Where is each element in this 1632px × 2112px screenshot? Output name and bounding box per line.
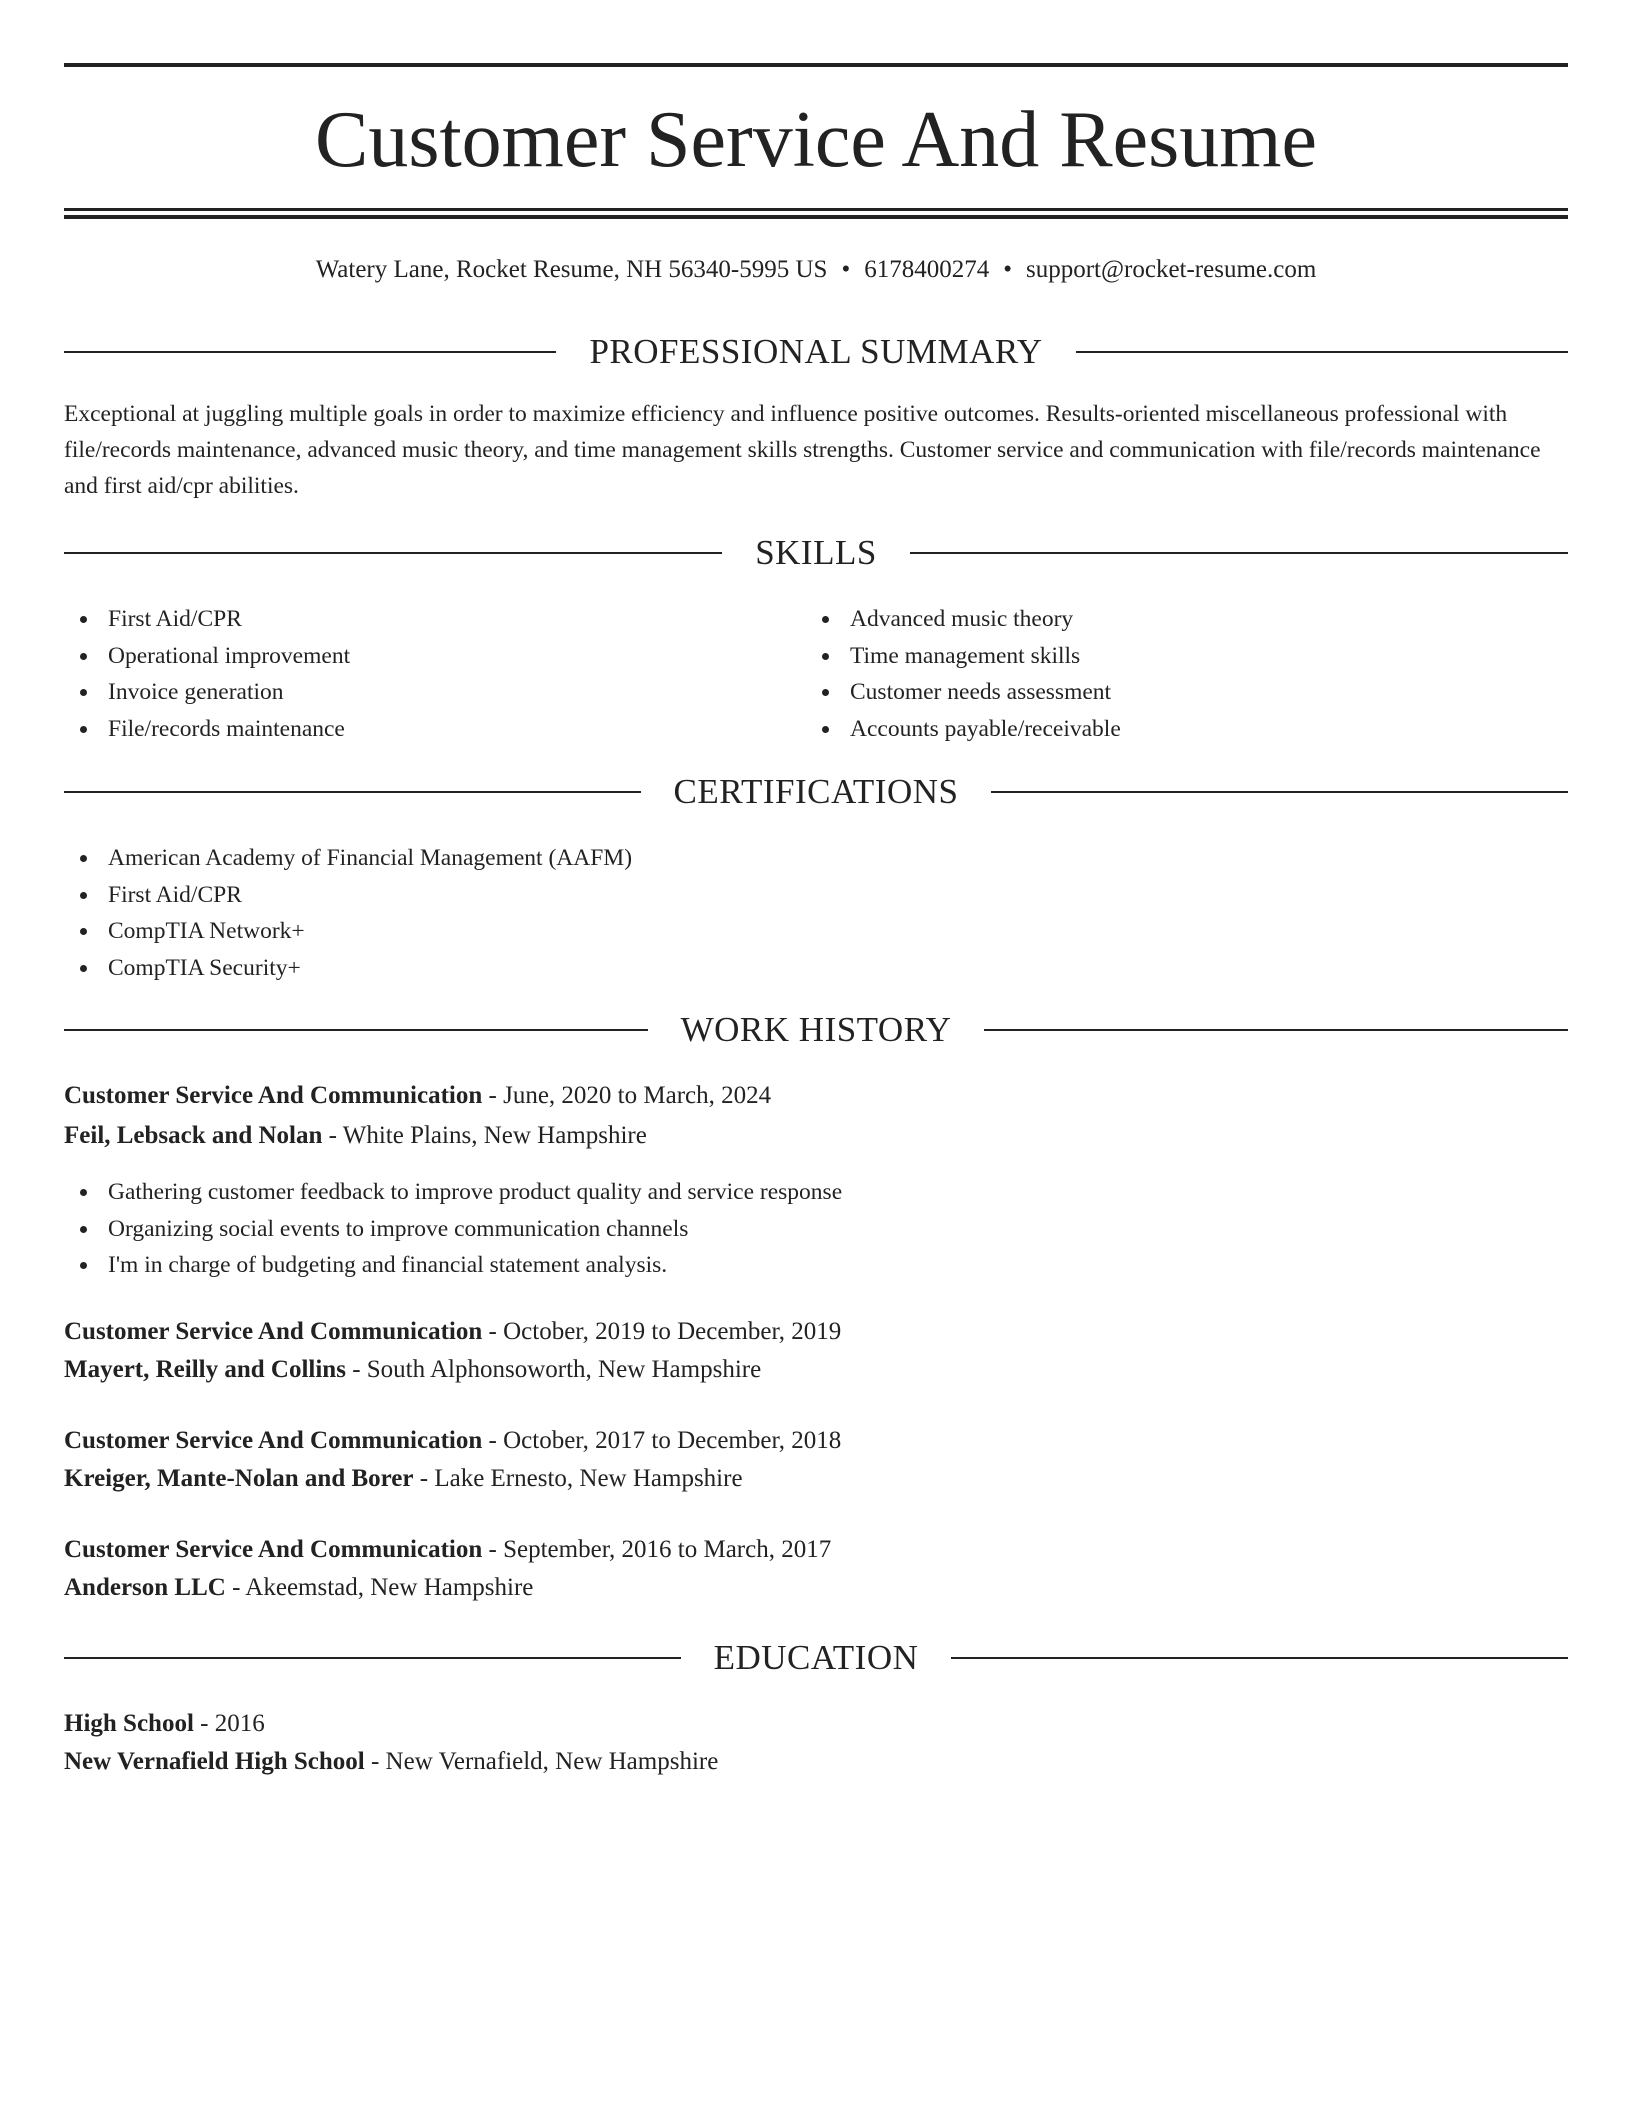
job-company: Mayert, Reilly and Collins (64, 1356, 346, 1383)
job-title-line (64, 1077, 771, 1115)
heading-rule-right (951, 1657, 1568, 1659)
education-degree: High School (64, 1710, 194, 1737)
skill-label: Accounts payable/receivable (850, 715, 1121, 742)
job-title: Customer Service And Communication (64, 1082, 483, 1109)
contact-line (64, 252, 1568, 288)
job-company-line (64, 1569, 533, 1607)
certification-item (64, 950, 632, 987)
skill-label: Operational improvement (108, 642, 351, 669)
certification-item (64, 913, 632, 950)
bullet-dot (80, 855, 87, 862)
skills-list-right (806, 601, 1121, 747)
candidate-name: Customer Service And Resume (314, 96, 1318, 184)
education-school: New Vernafield High School (64, 1748, 365, 1775)
certifications-list (64, 840, 632, 986)
education-location: - New Vernafield, New Hampshire (364, 1748, 719, 1775)
contact-phone: 6178400274 (864, 256, 990, 283)
certification-label: CompTIA Security+ (108, 954, 301, 981)
bullet-dot (822, 726, 829, 733)
skill-item (64, 601, 350, 638)
job-duty-label: I'm in charge of budgeting and financial statement analysis. (108, 1252, 668, 1278)
skill-label: First Aid/CPR (108, 606, 242, 632)
work-history-heading (64, 1008, 1568, 1052)
education-degree-line (64, 1705, 265, 1743)
heading-rule-right (991, 791, 1568, 793)
job-location: - South Alphonsoworth, New Hampshire (345, 1356, 762, 1383)
job-duties-list (64, 1174, 842, 1284)
job-company-line (64, 1460, 743, 1498)
header-double-rule-upper (64, 208, 1568, 211)
job-dates: - October, 2019 to December, 2019 (482, 1318, 842, 1345)
education-year: - 2016 (193, 1710, 265, 1737)
bullet-dot (822, 689, 829, 696)
job-title-line (64, 1313, 841, 1351)
section-title: CERTIFICATIONS (673, 772, 959, 811)
job-location: - Akeemstad, New Hampshire (225, 1574, 534, 1601)
job-dates: - October, 2017 to December, 2018 (482, 1427, 842, 1454)
contact-address: Watery Lane, Rocket Resume, NH 56340-5995 US (315, 256, 828, 283)
bullet-dot (80, 928, 87, 935)
job-title: Customer Service And Communication (64, 1318, 483, 1345)
skill-item (806, 711, 1121, 748)
bullet-dot (80, 892, 87, 899)
job-duty-label: Organizing social events to improve communication channels (108, 1215, 689, 1242)
job-duty-item (64, 1211, 842, 1248)
header-double-rule-lower (64, 215, 1568, 219)
skill-label: Invoice generation (108, 679, 284, 705)
job-duty-label: Gathering customer feedback to improve product quality and service response (108, 1179, 843, 1205)
heading-rule-left (64, 351, 556, 353)
heading-rule-left (64, 1029, 648, 1031)
contact-separator: • (841, 256, 851, 283)
skills-list-left (64, 601, 350, 747)
section-title: SKILLS (755, 533, 877, 572)
skill-item (806, 601, 1121, 638)
heading-rule-left (64, 791, 641, 793)
bullet-dot (80, 689, 87, 696)
job-title-line (64, 1531, 831, 1569)
bullet-dot (822, 653, 829, 660)
job-duty-item (64, 1174, 842, 1211)
section-title: EDUCATION (713, 1638, 919, 1677)
bullet-dot (80, 1189, 87, 1196)
job-location: - Lake Ernesto, New Hampshire (413, 1465, 743, 1492)
job-location: - White Plains, New Hampshire (322, 1122, 647, 1149)
certification-item (64, 840, 632, 877)
skill-item (806, 674, 1121, 711)
section-title: WORK HISTORY (680, 1010, 952, 1049)
skill-item (64, 638, 350, 675)
certifications-heading (64, 770, 1568, 814)
contact-email: support@rocket-resume.com (1026, 256, 1317, 283)
skill-label: Time management skills (850, 642, 1081, 669)
job-duty-item (64, 1247, 842, 1284)
job-dates: - September, 2016 to March, 2017 (482, 1536, 832, 1563)
job-company: Feil, Lebsack and Nolan (64, 1122, 323, 1149)
job-company: Kreiger, Mante-Nolan and Borer (64, 1465, 414, 1492)
skill-label: Advanced music theory (850, 606, 1074, 632)
summary-text: Exceptional at juggling multiple goals in order to maximize efficiency and influence positive outcomes. Results-oriented miscellaneous professional with file/records maintenance, advanced music theory, and time management skills strengths. Customer service and communication with file/records maintenance and first aid/cpr abilities. (64, 401, 1541, 499)
heading-rule-left (64, 552, 722, 554)
summary-heading (64, 330, 1568, 374)
job-company: Anderson LLC (64, 1574, 226, 1601)
bullet-dot (80, 1226, 87, 1233)
bullet-dot (822, 616, 829, 623)
job-title: Customer Service And Communication (64, 1536, 483, 1563)
contact-separator: • (1003, 256, 1012, 283)
skill-label: Customer needs assessment (850, 679, 1112, 705)
certification-item (64, 877, 632, 914)
heading-rule-right (1076, 351, 1568, 353)
section-title: PROFESSIONAL SUMMARY (589, 332, 1043, 371)
skills-heading (64, 531, 1568, 575)
bullet-dot (80, 965, 87, 972)
job-title: Customer Service And Communication (64, 1427, 483, 1454)
job-dates: - June, 2020 to March, 2024 (482, 1082, 772, 1109)
education-school-line (64, 1743, 718, 1781)
skill-label: File/records maintenance (108, 715, 345, 742)
bullet-dot (80, 653, 87, 660)
skill-item (806, 638, 1121, 675)
heading-rule-right (984, 1029, 1568, 1031)
heading-rule-left (64, 1657, 681, 1659)
certification-label: American Academy of Financial Management (AAFM) (108, 845, 633, 871)
job-title-line (64, 1422, 841, 1460)
job-company-line (64, 1351, 761, 1389)
certification-label: CompTIA Network+ (108, 918, 305, 944)
heading-rule-right (910, 552, 1568, 554)
bullet-dot (80, 1262, 87, 1269)
certification-label: First Aid/CPR (108, 881, 242, 908)
job-company-line (64, 1117, 647, 1155)
skill-item (64, 674, 350, 711)
bullet-dot (80, 726, 87, 733)
education-heading (64, 1636, 1568, 1680)
bullet-dot (80, 616, 87, 623)
header-top-rule (64, 63, 1568, 67)
skill-item (64, 711, 350, 748)
